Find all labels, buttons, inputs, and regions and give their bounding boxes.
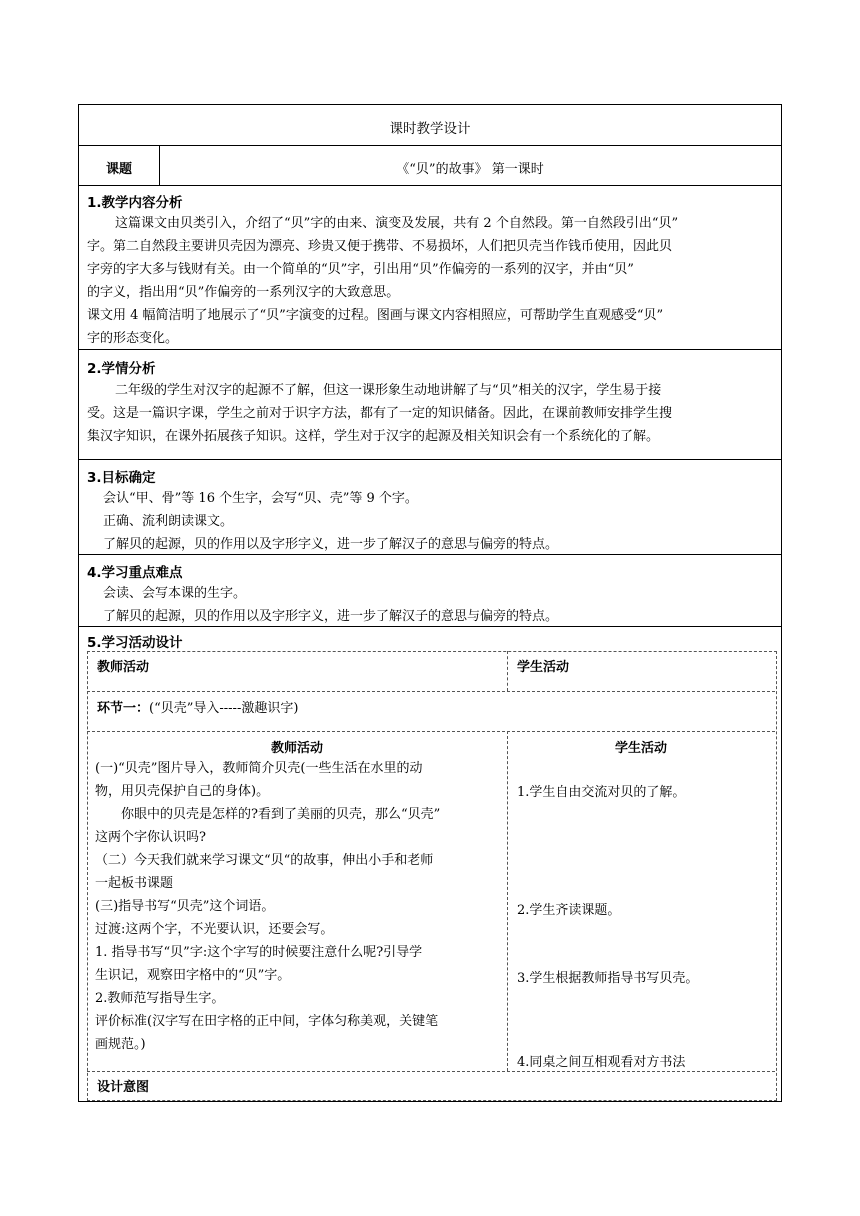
- text-line: 画规范。): [95, 1037, 146, 1052]
- keti-label: 课题: [105, 162, 132, 177]
- text-line: 1. 指导书写“贝”字:这个字写的时候要注意什么呢?引导学: [95, 945, 423, 960]
- text-line: 字的形态变化。: [87, 331, 179, 346]
- text-line: 评价标准(汉字写在田字格的正中间，字体匀称美观，关键笔: [95, 1014, 439, 1029]
- text-line: 你眼中的贝壳是怎样的?看到了美丽的贝壳，那么“贝壳”: [121, 807, 441, 822]
- text-line: 的字义，指出用“贝”作偏旁的一系列汉字的大致意思。: [87, 285, 400, 300]
- student-step-3: 3.学生根据教师指导书写贝壳。: [517, 971, 699, 986]
- text-line: 生识记，观察田字格中的“贝”字。: [95, 968, 291, 983]
- text-line: 二年级的学生对汉字的起源不了解，但这一课形象生动地讲解了与“贝”相关的汉字，学生易于接: [115, 383, 662, 398]
- text-line: (一)“贝壳”图片导入，教师简介贝壳(一些生活在水里的动: [95, 761, 423, 776]
- divider: [79, 459, 781, 460]
- text-line: （二）今天我们就来学习课文“贝“的故事，伸出小手和老师: [95, 853, 434, 868]
- text-line: 2.教师范写指导生字。: [95, 991, 225, 1006]
- text-line: (三)指导书写“贝壳”这个词语。: [95, 899, 275, 914]
- design-intent-label: 设计意图: [97, 1080, 150, 1095]
- text-line: 这篇课文由贝类引入，介绍了“贝”字的由来、演变及发展，共有 2 个自然段。第一自然段引出“贝”: [115, 216, 679, 231]
- student-step-2: 2.学生齐读课题。: [517, 903, 621, 918]
- text-line: 课文用 4 幅简洁明了地展示了“贝”字演变的过程。图画与课文内容相照应，可帮助学生直观感受“贝”: [87, 308, 664, 323]
- text-line: 一起板书课题: [95, 876, 174, 891]
- student-step-1: 1.学生自由交流对贝的了解。: [517, 785, 686, 800]
- lesson-plan-table: [78, 104, 782, 1102]
- section-heading-objectives: 3.目标确定: [87, 470, 156, 486]
- student-step-4: 4.同桌之间互相观看对方书法: [517, 1055, 686, 1070]
- text-line: 字旁的字大多与钱财有关。由一个简单的“贝”字，引出用“贝”作偏旁的一系列的汉字，并由“贝”: [87, 262, 634, 277]
- stage-one-text: (“贝壳”导入-----激趣识字): [149, 701, 299, 716]
- table-title: 课时教学设计: [389, 121, 471, 137]
- divider: [507, 651, 508, 691]
- text-line: 正确、流利朗读课文。: [103, 514, 234, 529]
- divider: [79, 554, 781, 555]
- student-activity-header: 学生活动: [517, 660, 570, 675]
- divider: [79, 145, 781, 146]
- divider: [87, 731, 775, 732]
- section-heading-activity-design: 5.学习活动设计: [87, 635, 183, 651]
- text-line: 受。这是一篇识字课，学生之前对于识字方法，都有了一定的知识储备。因此，在课前教师安排学生搜: [87, 406, 673, 421]
- teacher-activity-header: 教师活动: [97, 660, 150, 675]
- section-heading-content-analysis: 1.教学内容分析: [87, 195, 183, 211]
- divider: [79, 626, 781, 627]
- text-line: 集汉字知识，在课外拓展孩子知识。这样，学生对于汉字的起源及相关知识会有一个系统化的了解。: [87, 429, 660, 444]
- text-line: 过渡:这两个字，不光要认识，还要会写。: [95, 922, 334, 937]
- section-heading-learner-analysis: 2.学情分析: [87, 361, 156, 377]
- text-line: 字。第二自然段主要讲贝壳因为漂亮、珍贵又便于携带、不易损坏，人们把贝壳当作钱币使用，因此贝: [87, 239, 673, 254]
- text-line: 物，用贝壳保护自己的身体)。: [95, 784, 270, 799]
- divider: [507, 731, 508, 1071]
- text-line: 会认“甲、骨”等 16 个生字，会写“贝、壳”等 9 个字。: [103, 491, 418, 506]
- activity-table: [87, 651, 777, 1101]
- text-line: 了解贝的起源，贝的作用以及字形字义，进一步了解汉子的意思与偏旁的特点。: [103, 537, 559, 552]
- divider: [79, 349, 781, 350]
- divider: [87, 691, 775, 692]
- text-line: 了解贝的起源，贝的作用以及字形字义，进一步了解汉子的意思与偏旁的特点。: [103, 609, 559, 624]
- inner-student-header: 学生活动: [614, 741, 667, 756]
- section-heading-key-points: 4.学习重点难点: [87, 565, 183, 581]
- divider: [79, 185, 781, 186]
- stage-one-label: 环节一：: [97, 701, 150, 716]
- stage-one-row: [97, 697, 298, 716]
- keti-value: 《“贝”的故事》 第一课时: [396, 162, 544, 177]
- text-line: 这两个字你认识吗?: [95, 830, 206, 845]
- text-line: 会读、会写本课的生字。: [103, 586, 247, 601]
- divider: [87, 1071, 775, 1072]
- inner-teacher-header: 教师活动: [270, 741, 323, 756]
